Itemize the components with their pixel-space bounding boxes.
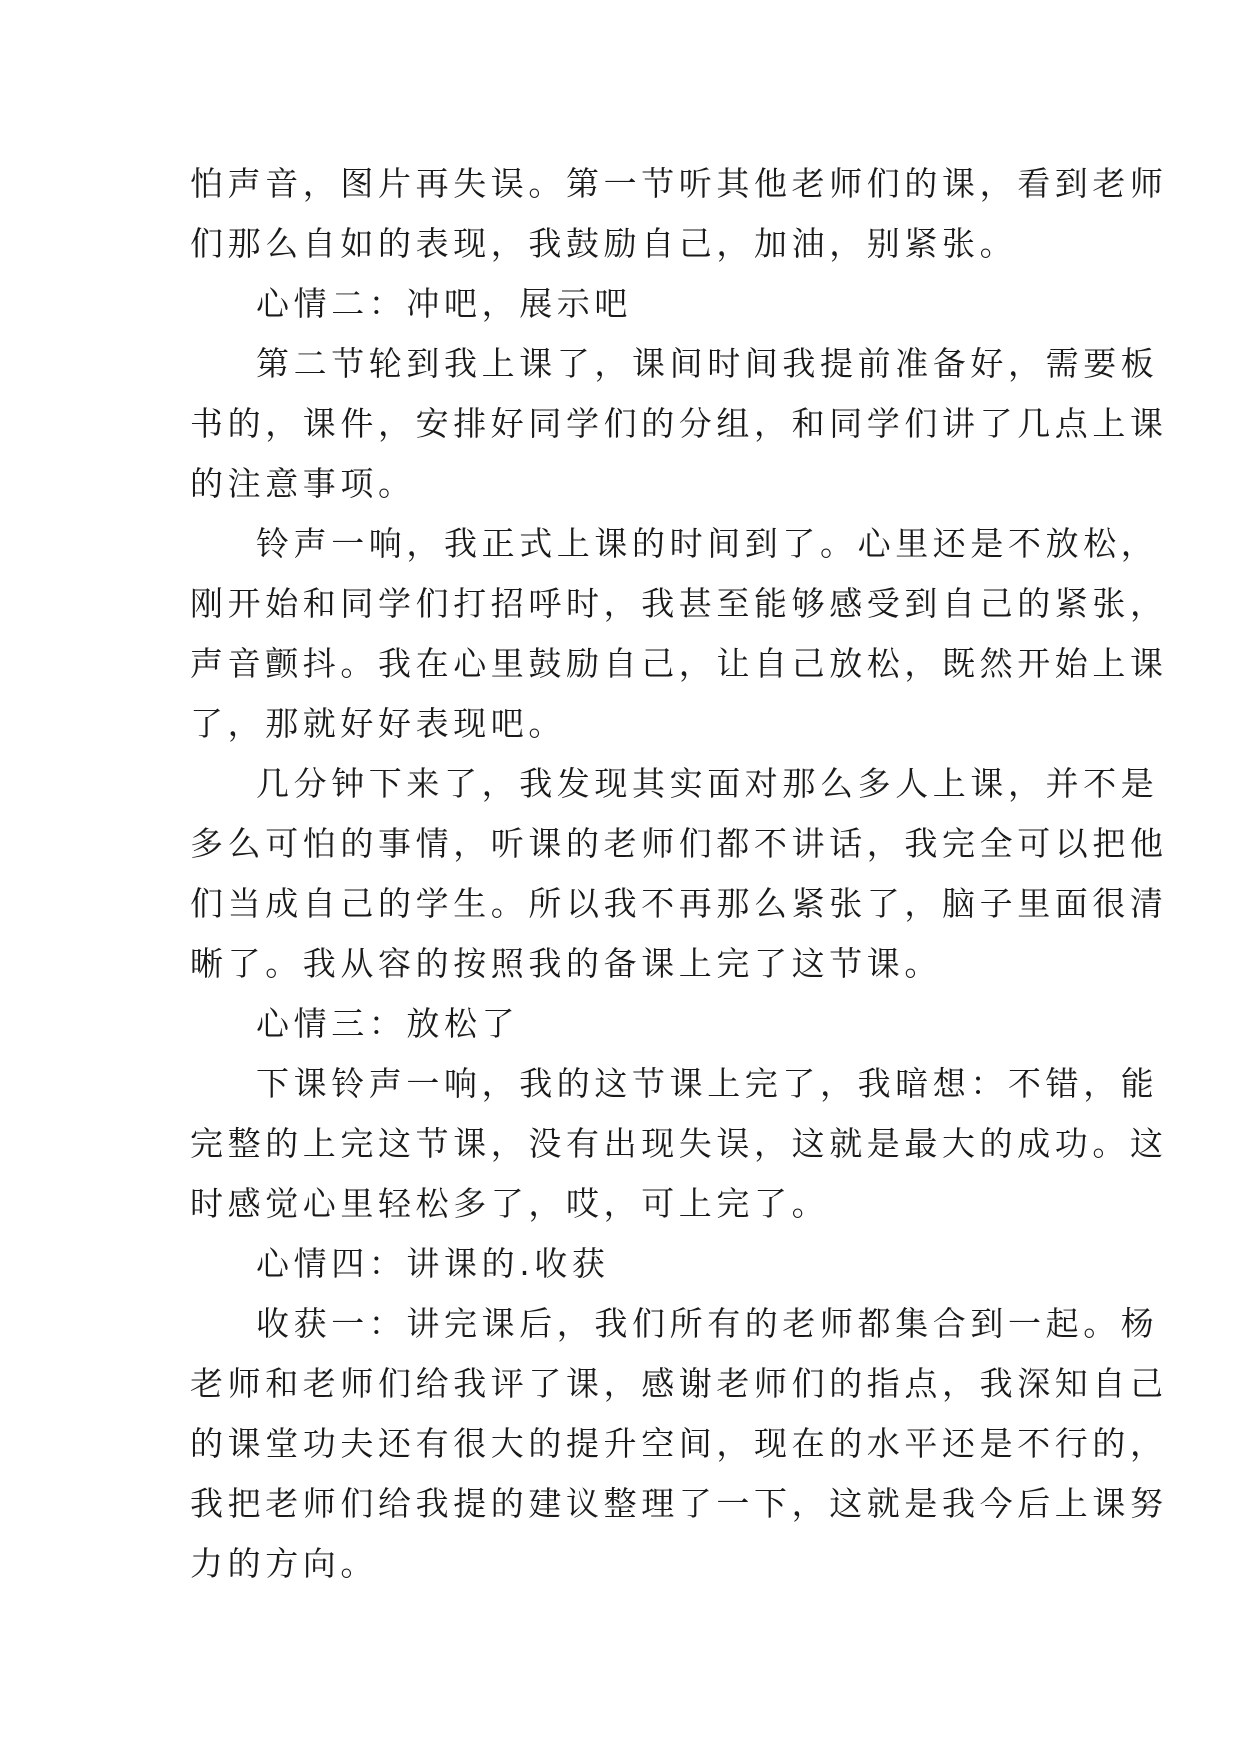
text-line: 了，那就好好表现吧。 <box>190 704 566 743</box>
text-line: 第二节轮到我上课了，课间时间我提前准备好，需要板 <box>256 344 1159 383</box>
text-line: 们当成自己的学生。所以我不再那么紧张了，脑子里面很清 <box>190 884 1168 923</box>
text-line: 我把老师们给我提的建议整理了一下，这就是我今后上课努 <box>190 1484 1168 1523</box>
text-line: 老师和老师们给我评了课，感谢老师们的指点，我深知自己 <box>190 1364 1168 1403</box>
text-line: 书的，课件，安排好同学们的分组，和同学们讲了几点上课 <box>190 404 1168 443</box>
text-line: 完整的上完这节课，没有出现失误，这就是最大的成功。这 <box>190 1124 1168 1163</box>
text-line: 声音颤抖。我在心里鼓励自己，让自己放松，既然开始上课 <box>190 644 1168 683</box>
text-line: 铃声一响，我正式上课的时间到了。心里还是不放松， <box>256 524 1159 563</box>
text-line: 刚开始和同学们打招呼时，我甚至能够感受到自己的紧张， <box>190 584 1168 623</box>
section-heading: 心情四：讲课的.收获 <box>256 1244 610 1283</box>
text-line: 晰了。我从容的按照我的备课上完了这节课。 <box>190 944 942 983</box>
text-line: 的注意事项。 <box>190 464 416 503</box>
text-line: 几分钟下来了，我发现其实面对那么多人上课，并不是 <box>256 764 1159 803</box>
text-line: 收获一：讲完课后，我们所有的老师都集合到一起。杨 <box>256 1304 1159 1343</box>
text-line: 下课铃声一响，我的这节课上完了，我暗想：不错，能 <box>256 1064 1159 1103</box>
text-line: 们那么自如的表现，我鼓励自己，加油，别紧张。 <box>190 224 1018 263</box>
section-heading: 心情二：冲吧，展示吧 <box>256 284 632 323</box>
text-line: 时感觉心里轻松多了，哎，可上完了。 <box>190 1184 830 1223</box>
text-line: 怕声音，图片再失误。第一节听其他老师们的课，看到老师 <box>190 164 1168 203</box>
text-line: 多么可怕的事情，听课的老师们都不讲话，我完全可以把他 <box>190 824 1168 863</box>
section-heading: 心情三：放松了 <box>256 1004 520 1043</box>
text-line: 力的方向。 <box>190 1544 378 1583</box>
text-line: 的课堂功夫还有很大的提升空间，现在的水平还是不行的， <box>190 1424 1168 1463</box>
